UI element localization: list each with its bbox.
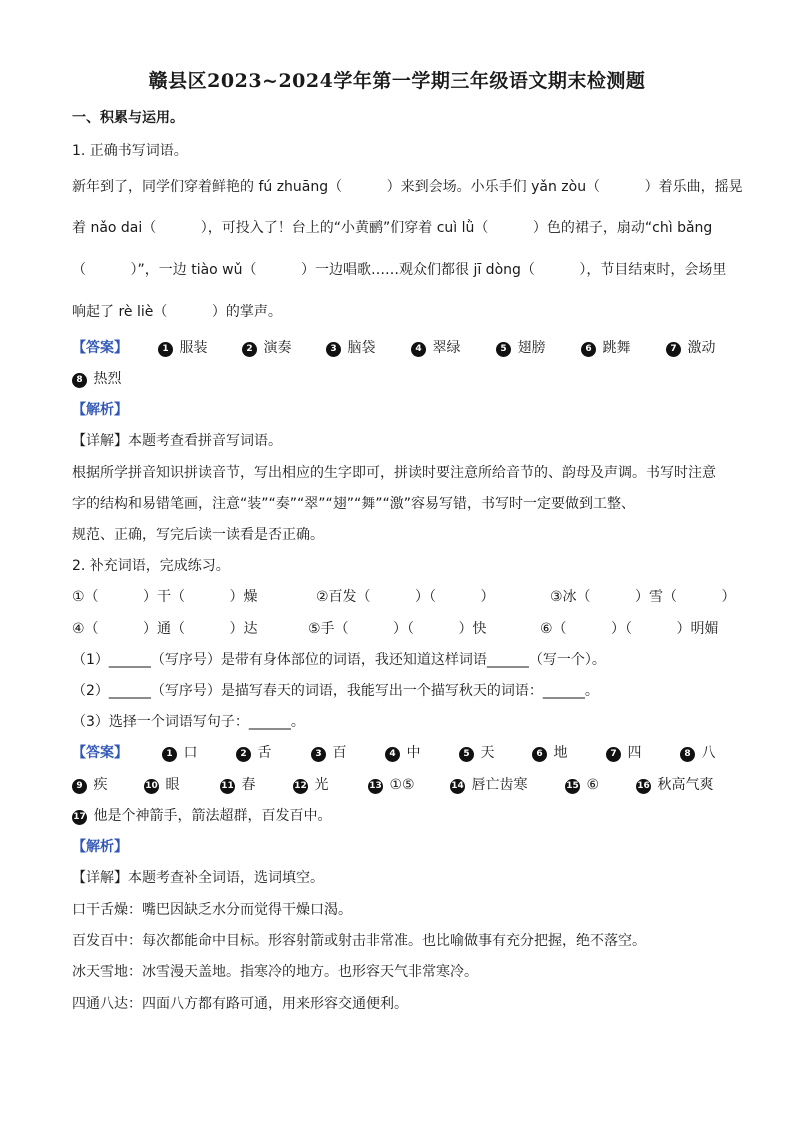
answer-text: 天 (480, 745, 495, 761)
answer-text: 服装 (179, 340, 208, 356)
q2-answer-item (636, 775, 713, 795)
answer-label: 【答案】 (72, 340, 128, 356)
q2-answer-item (236, 743, 271, 763)
q1-detail-line: 规范、正确，写完后读一读看是否正确。 (72, 527, 324, 543)
word-fill-item: ②百发（ ）（ ） (316, 589, 495, 605)
q2-answer-item (368, 775, 415, 795)
number-badge: 6 (581, 342, 596, 357)
answer-text: 眼 (165, 777, 180, 793)
number-badge: 8 (72, 373, 87, 388)
q1-answer-item (326, 338, 375, 358)
answer-text: 翅膀 (517, 340, 546, 356)
q1-detail-line: 根据所学拼音知识拼读音节，写出相应的生字即可，拼读时要注意所给音节的、韵母及声调。书写时注意 (72, 465, 716, 481)
number-badge: 10 (144, 779, 159, 794)
answer-text: 秋高气爽 (657, 777, 714, 793)
number-badge: 12 (293, 779, 308, 794)
answer-text: 地 (553, 745, 568, 761)
number-badge: 1 (158, 342, 173, 357)
answer-text: 春 (241, 777, 256, 793)
number-badge: 3 (326, 342, 341, 357)
answer-text: 疾 (93, 777, 108, 793)
q2-detail-line: 【详解】本题考查补全词语，选词填空。 (72, 870, 324, 886)
q2-answer-item (459, 743, 494, 763)
number-badge: 2 (236, 747, 251, 762)
answer-label: 【答案】 (72, 745, 128, 761)
answer-text: 八 (701, 745, 716, 761)
q2-answer-item (532, 743, 567, 763)
number-badge: 2 (242, 342, 257, 357)
answer-text: 热烈 (93, 371, 122, 387)
q2-answer-item (385, 743, 420, 763)
number-badge: 1 (162, 747, 177, 762)
q1-answer-item (581, 338, 630, 358)
q1-detail-line: 【详解】本题考查看拼音写词语。 (72, 433, 282, 449)
q1-paragraph-line: 响起了 rè liè（ ）的掌声。 (72, 304, 282, 320)
answer-text: 中 (406, 745, 421, 761)
word-fill-item: ⑥（ ）（ ）明媚 (540, 621, 719, 637)
q2-answer-item (220, 775, 255, 795)
answer-text: 唇亡齿寒 (471, 777, 528, 793)
answer-text: 四 (627, 745, 642, 761)
answer-text: 他是个神箭手，箭法超群，百发百中。 (93, 808, 332, 824)
analysis-label: 【解析】 (72, 839, 128, 855)
q1-answer-item (411, 338, 460, 358)
answer-text: 演奏 (263, 340, 292, 356)
answer-text: 舌 (257, 745, 272, 761)
question-2-heading: 2. 补充词语，完成练习。 (72, 558, 230, 574)
number-badge: 16 (636, 779, 651, 794)
q2-answer-item (450, 775, 527, 795)
q2-detail-line: 口干舌燥：嘴巴因缺乏水分而觉得干燥口渴。 (72, 902, 352, 918)
q2-answer-item (311, 743, 346, 763)
q1-paragraph-line: 新年到了，同学们穿着鲜艳的 fú zhuāng（ ）来到会场。小乐手们 yǎn zòu（ ）着乐曲，摇晃 (72, 179, 743, 195)
q2-answer-item (144, 775, 179, 795)
number-badge: 8 (680, 747, 695, 762)
q1-detail-line: 字的结构和易错笔画，注意“装”“奏”“翠”“翅”“舞”“激”容易写错，书写时一定要做到工整、 (72, 496, 636, 512)
q1-paragraph-line: 着 nǎo dai（ ），可投入了！台上的“小黄鹂”们穿着 cuì lǜ（ ）色的裙子，扇动“chì bǎng (72, 220, 713, 236)
answer-text: 光 (314, 777, 329, 793)
analysis-label: 【解析】 (72, 402, 128, 418)
answer-text: 口 (183, 745, 198, 761)
number-badge: 9 (72, 779, 87, 794)
number-badge: 15 (565, 779, 580, 794)
word-fill-item: ③冰（ ）雪（ ） (550, 589, 736, 605)
q1-answer-item (72, 369, 121, 389)
q1-paragraph-line: （ ）”，一边 tiào wǔ（ ）一边唱歌……观众们都很 jī dòng（ ），节目结束时，会场里 (72, 262, 727, 278)
number-badge: 7 (606, 747, 621, 762)
answer-text: 翠绿 (432, 340, 461, 356)
answer-text: 跳舞 (602, 340, 631, 356)
word-fill-item: ①（ ）干（ ）燥 (72, 589, 258, 605)
section-heading: 一、积累与运用。 (72, 110, 184, 126)
number-badge: 13 (368, 779, 383, 794)
answer-text: ①⑤ (389, 777, 415, 793)
q2-detail-line: 四通八达：四面八方都有路可通，用来形容交通便利。 (72, 996, 408, 1012)
number-badge: 11 (220, 779, 235, 794)
question-1-heading: 1. 正确书写词语。 (72, 143, 188, 159)
number-badge: 4 (385, 747, 400, 762)
q2-subquestion: （1）______（写序号）是带有身体部位的词语，我还知道这样词语______（写一个）。 (72, 652, 606, 668)
q2-subquestion: （3）选择一个词语写句子：______。 (72, 714, 305, 730)
q2-answer-item (293, 775, 328, 795)
q1-answer-item (158, 338, 207, 358)
number-badge: 6 (532, 747, 547, 762)
number-badge: 7 (666, 342, 681, 357)
q2-subquestion: （2）______（写序号）是描写春天的词语，我能写出一个描写秋天的词语：______。 (72, 683, 599, 699)
q2-detail-line: 冰天雪地：冰雪漫天盖地。指寒冷的地方。也形容天气非常寒冷。 (72, 964, 478, 980)
answer-text: ⑥ (586, 777, 600, 793)
q2-answer-item (606, 743, 641, 763)
number-badge: 5 (459, 747, 474, 762)
number-badge: 4 (411, 342, 426, 357)
page-title: 赣县区2023~2024学年第一学期三年级语文期末检测题 (148, 70, 646, 92)
q2-detail-line: 百发百中：每次都能命中目标。形容射箭或射击非常准。也比喻做事有充分把握，绝不落空。 (72, 933, 646, 949)
word-fill-item: ④（ ）通（ ）达 (72, 621, 258, 637)
answer-text: 脑袋 (347, 340, 376, 356)
q1-answer-item (496, 338, 545, 358)
word-fill-item: ⑤手（ ）（ ）快 (308, 621, 487, 637)
number-badge: 3 (311, 747, 326, 762)
number-badge: 5 (496, 342, 511, 357)
q2-answer-item (72, 775, 107, 795)
q1-answer-item (666, 338, 715, 358)
q2-answer-item (162, 743, 197, 763)
number-badge: 17 (72, 810, 87, 825)
number-badge: 14 (450, 779, 465, 794)
q1-answer-item (242, 338, 291, 358)
answer-text: 百 (332, 745, 347, 761)
answer-text: 激动 (687, 340, 716, 356)
q2-answer-item (565, 775, 599, 795)
q2-answer-item (72, 806, 331, 826)
q2-answer-item (680, 743, 715, 763)
